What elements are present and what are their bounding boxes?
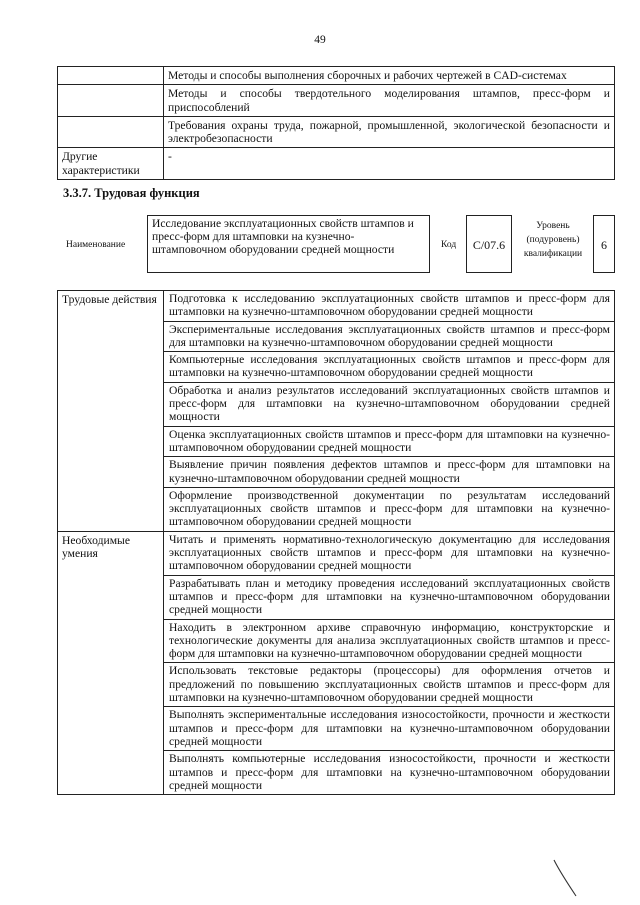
required-skills-label: Необходимые умения	[58, 531, 164, 794]
page-number: 49	[314, 34, 326, 46]
table-cell-empty	[58, 85, 164, 117]
table-row	[58, 116, 615, 148]
table-row	[58, 291, 615, 322]
skill-item: Читать и применять нормативно-технологическую документацию для исследования эксплуатационных свойств штампов и пресс-форм для штамповки на кузнечно-штамповочном оборудовании средней мощности	[164, 531, 615, 575]
labor-action-item: Подготовка к исследованию эксплуатационных свойств штампов и пресс-форм для штамповки на кузнечно-штамповочном оборудовании средней мощности	[164, 291, 615, 322]
labor-actions-label: Трудовые действия	[58, 291, 164, 532]
skill-item: Находить в электронном архиве справочную информацию, конструкторские и технологические документы для анализа эксплуатационных свойств штампов и пресс-форм для штамповки на кузнечно-штамповочном оборудовании средней мощности	[164, 619, 615, 663]
pen-stroke-mark	[552, 858, 586, 900]
skill-item: Разрабатывать план и методику проведения исследований эксплуатационных свойств штампов и пресс-форм для штамповки на кузнечно-штамповочном оборудовании средней мощности	[164, 575, 615, 619]
code-value-box: C/07.6	[466, 215, 512, 273]
other-characteristics-label: Другие характеристики	[58, 148, 164, 180]
labor-action-item: Компьютерные исследования эксплуатационных свойств штампов и пресс-форм для штамповки на кузнечно-штамповочном оборудовании средней мощности	[164, 352, 615, 383]
table-row	[58, 531, 615, 575]
table-cell-empty	[58, 116, 164, 148]
labor-action-item: Оформление производственной документации по результатам исследований эксплуатационных свойств штампов и пресс-форм для штамповки на кузнечно-штамповочном оборудовании средней мощности	[164, 487, 615, 531]
table-row	[58, 148, 615, 180]
table-cell: Методы и способы выполнения сборочных и рабочих чертежей в CAD-системах	[164, 67, 615, 85]
table-cell-empty	[58, 67, 164, 85]
qualification-level-box: 6	[593, 215, 615, 273]
labor-action-item: Экспериментальные исследования эксплуатационных свойств штампов и пресс-форм для штамповки на кузнечно-штамповочном оборудовании средней мощности	[164, 321, 615, 352]
labor-action-item: Оценка эксплуатационных свойств штампов и пресс-форм для штамповки на кузнечно-штамповочном оборудовании средней мощности	[164, 426, 615, 457]
table-cell: Требования охраны труда, пожарной, промышленной, экологической безопасности и электробезопасности	[164, 116, 615, 148]
skill-item: Выполнять компьютерные исследования износостойкости, прочности и жесткости штампов и пресс-форм для штамповки на кузнечно-штамповочном оборудовании средней мощности	[164, 751, 615, 795]
other-characteristics-value: -	[164, 148, 615, 180]
qualification-level-label: Уровень (подуровень) квалификации	[523, 221, 583, 259]
section-heading: 3.3.7. Трудовая функция	[63, 186, 200, 200]
table-row	[58, 67, 615, 85]
skill-item: Выполнять экспериментальные исследования износостойкости, прочности и жесткости штампов и пресс-форм для штамповки на кузнечно-штамповочном оборудовании средней мощности	[164, 707, 615, 751]
function-name-box: Исследование эксплуатационных свойств штампов и пресс-форм для штамповки на кузнечно-штамповочном оборудовании средней мощности	[147, 215, 430, 273]
table-cell: Методы и способы твердотельного моделирования штампов, пресс-форм и приспособлений	[164, 85, 615, 117]
code-label: Код	[441, 240, 457, 250]
name-label: Наименование	[66, 240, 126, 250]
labor-action-item: Обработка и анализ результатов исследований эксплуатационных свойств штампов и пресс-форм для штамповки на кузнечно-штамповочном оборудовании средней мощности	[164, 382, 615, 426]
top-table	[57, 66, 615, 180]
labor-action-item: Выявление причин появления дефектов штампов и пресс-форм для штамповки на кузнечно-штамповочном оборудовании средней мощности	[164, 457, 615, 488]
function-table	[57, 290, 615, 795]
skill-item: Использовать текстовые редакторы (процессоры) для оформления отчетов и предложений по повышению эксплуатационных свойств штампов и пресс-форм для штамповки на кузнечно-штамповочном оборудовании средней мощности	[164, 663, 615, 707]
table-row	[58, 85, 615, 117]
